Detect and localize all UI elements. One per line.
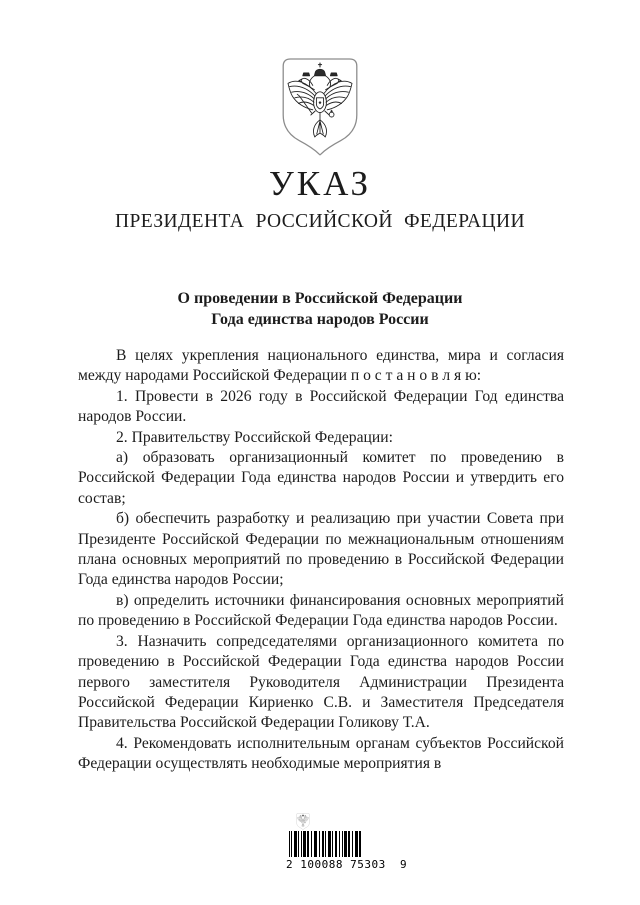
issuing-authority-title: ПРЕЗИДЕНТА РОССИЙСКОЙ ФЕДЕРАЦИИ [115, 211, 525, 232]
decree-paragraph-item2v: в) определить источники финансирования основных мероприятий по проведению в Российской Федерации Года единства народов России. [78, 591, 564, 630]
decree-paragraph-item3: 3. Назначить сопредседателями организационного комитета по проведению в Российской Федерации Года единства народов России первого заместителя Руководителя Администрации Президента Российской Федерации Кириенко С.В. и Заместителя Председателя Правительства Российской Федерации Голикову Т.А. [78, 632, 564, 732]
decree-subject-heading [0, 288, 640, 330]
decree-body [78, 346, 564, 775]
russia-coat-of-arms-icon [280, 57, 360, 157]
decree-paragraph-item4: 4. Рекомендовать исполнительным органам субъектов Российской Федерации осуществлять необходимые мероприятия в [78, 734, 564, 773]
mini-eagle-icon [296, 813, 310, 830]
decree-paragraph-item2b: б) обеспечить разработку и реализацию при участии Совета при Президенте Российской Федерации по межнациональным отношениям плана основных мероприятий по проведению в Российской Федерации Года единства народов России; [78, 510, 564, 589]
decree-paragraph-item1: 1. Провести в 2026 году в Российской Федерации Год единства народов России. [78, 387, 564, 426]
barcode-bars [289, 831, 361, 857]
decree-paragraph-preamble: В целях укрепления национального единства, мира и согласия между народами Российской Федерации п о с т а н о в л я ю: [78, 347, 564, 385]
decree-paragraph-item2a: а) образовать организационный комитет по проведению в Российской Федерации Года единства народов России и утвердить его состав; [78, 449, 564, 507]
decree-paragraph-item2: 2. Правительству Российской Федерации: [116, 428, 393, 446]
decree-subject-line2: Года единства народов России [211, 311, 429, 328]
barcode [286, 813, 408, 871]
barcode-number: 2 100088 75303 9 [286, 858, 408, 871]
decree-subject-line1: О проведении в Российской Федерации [177, 290, 463, 307]
document-type-title: УКАЗ [268, 164, 372, 203]
